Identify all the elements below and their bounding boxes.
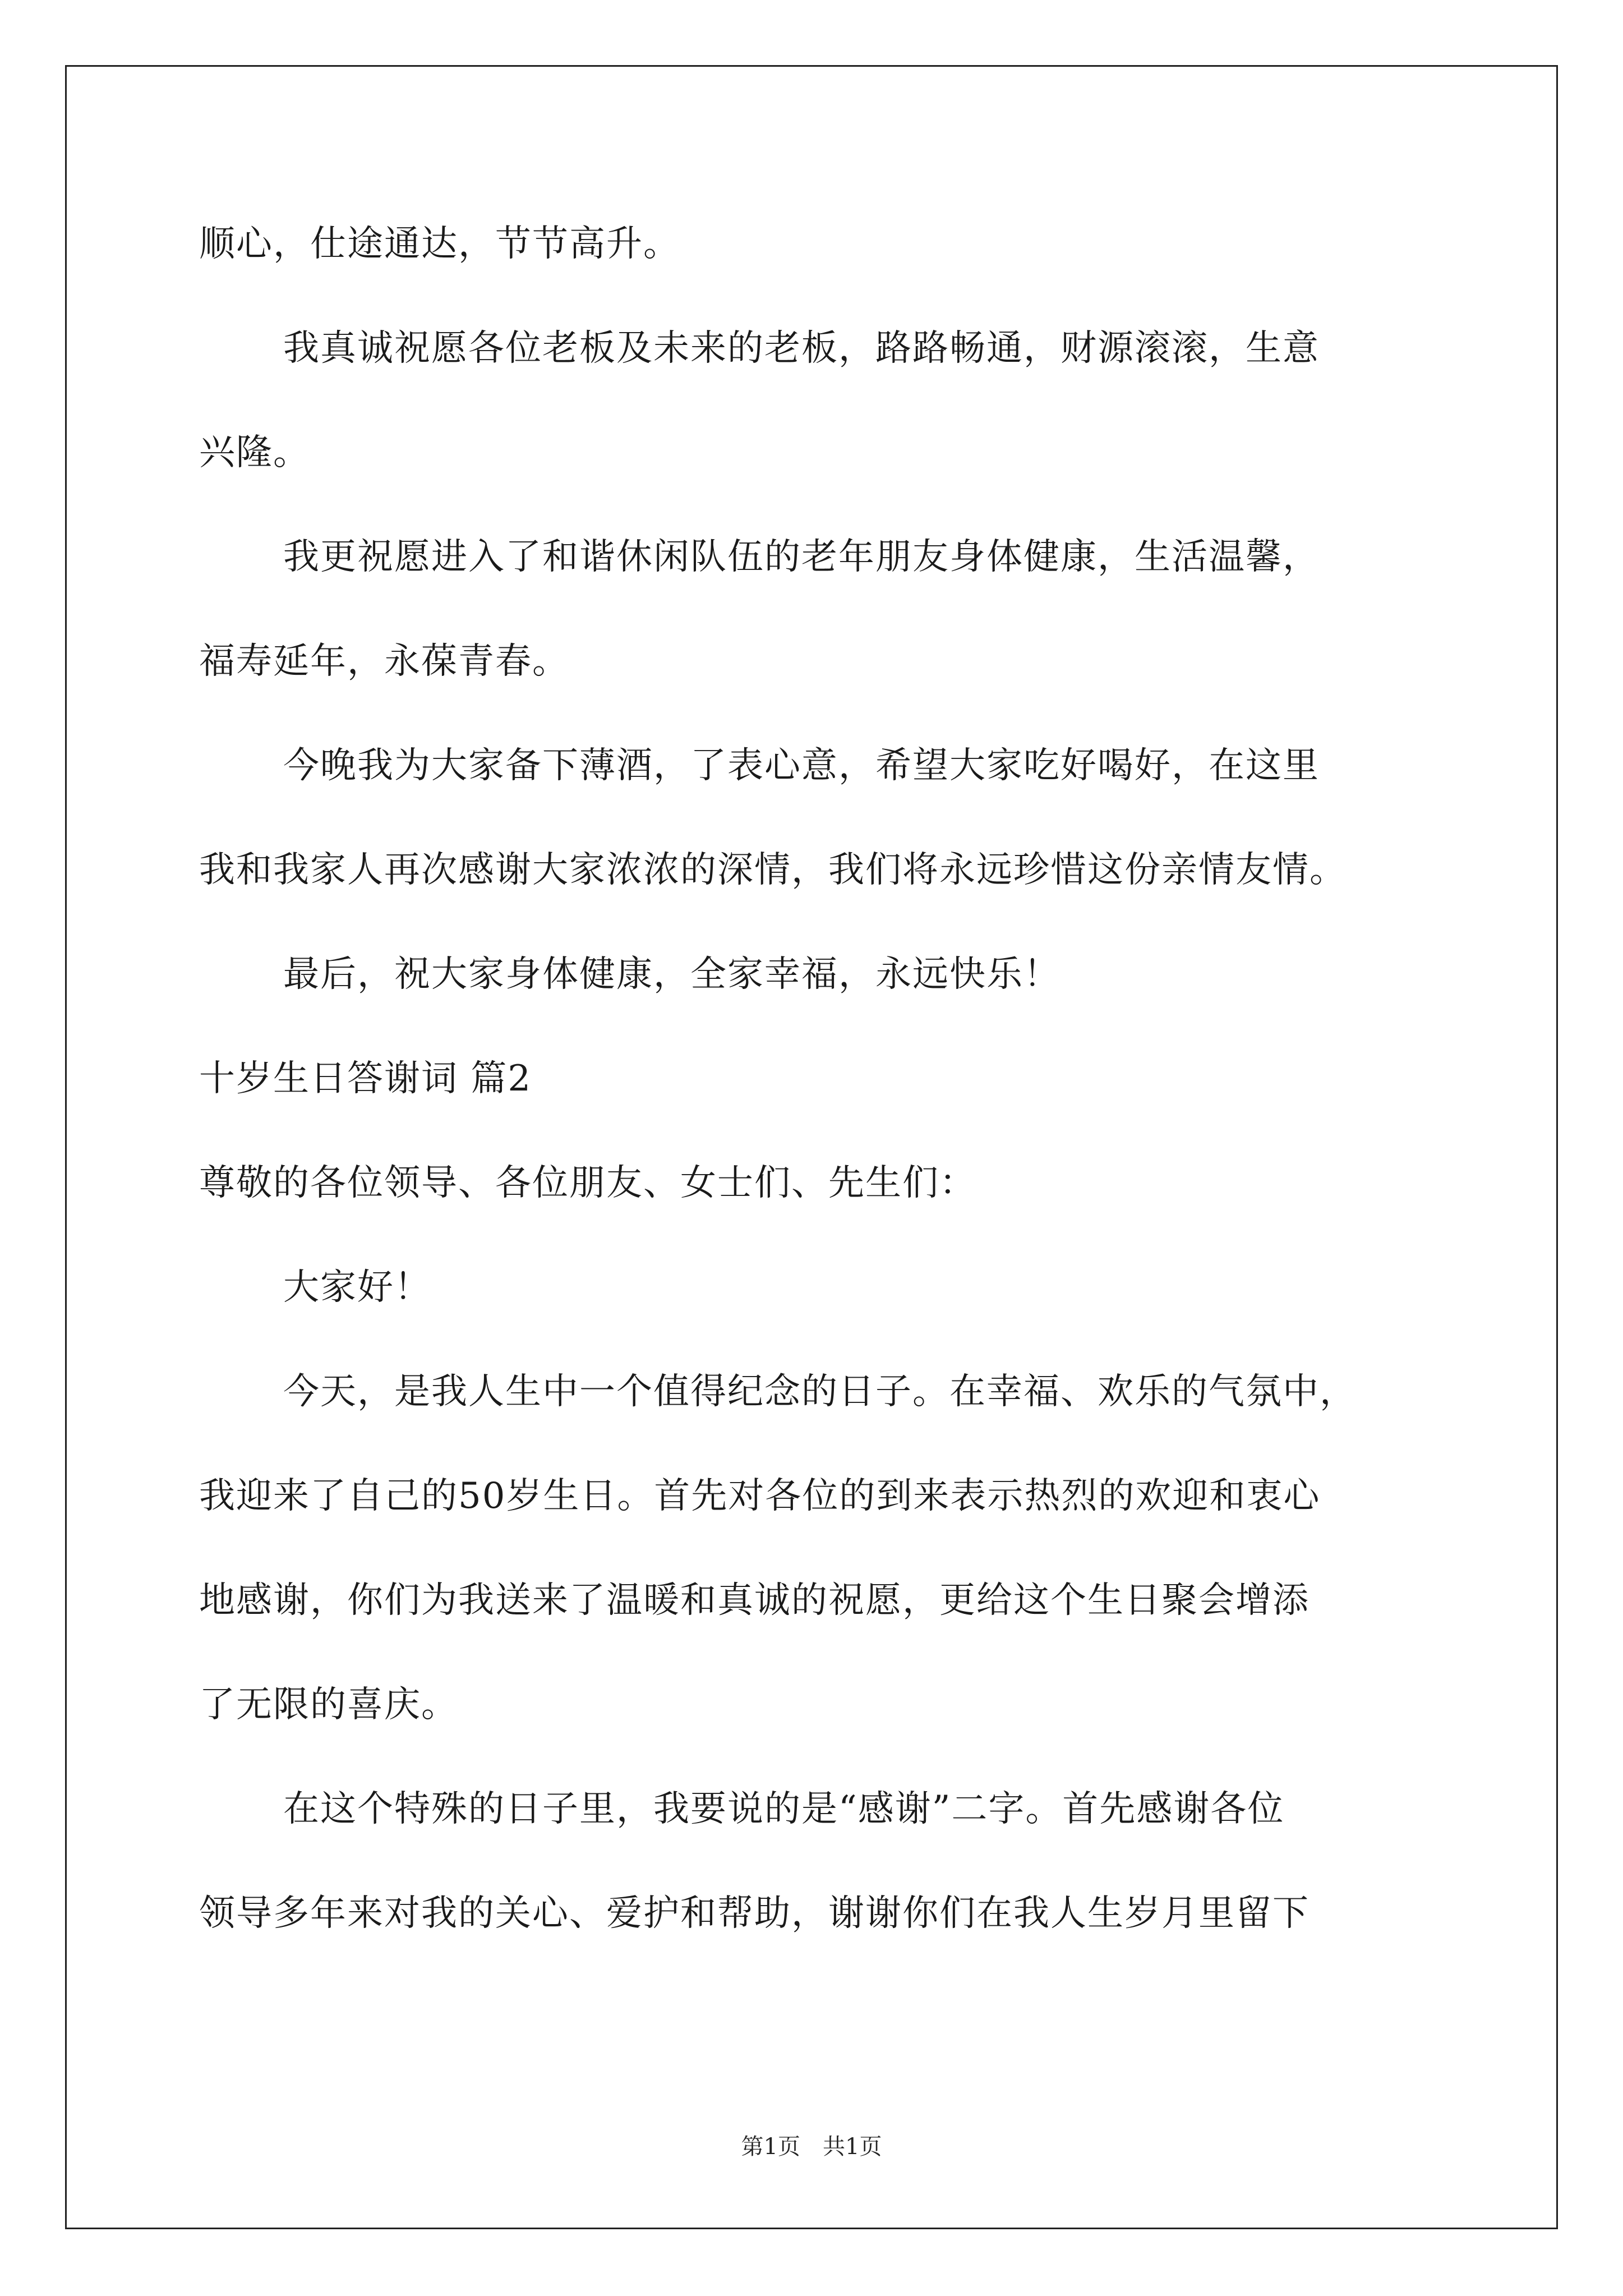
salutation: 尊敬的各位领导、各位朋友、女士们、先生们：: [199, 1162, 976, 1204]
text-line: 我和我家人再次感谢大家浓浓的深情，我们将永远珍惜这份亲情友情。: [199, 849, 1347, 891]
text-line: 我更祝愿进入了和谐休闲队伍的老年朋友身体健康，生活温馨，: [283, 536, 1320, 578]
text-line: 最后，祝大家身体健康，全家幸福，永远快乐！: [283, 954, 1061, 995]
text-line: 领导多年来对我的关心、爱护和帮助，谢谢你们在我人生岁月里留下: [199, 1893, 1310, 1934]
text-line: 福寿延年，永葆青春。: [199, 641, 569, 682]
greeting: 大家好！: [283, 1267, 431, 1308]
text-line: 今天，是我人生中一个值得纪念的日子。在幸福、欢乐的气氛中，: [283, 1371, 1357, 1412]
text-line: 我迎来了自己的50岁生日。首先对各位的到来表示热烈的欢迎和衷心: [199, 1475, 1321, 1517]
text-line: 了无限的喜庆。: [199, 1684, 458, 1726]
text-line: 兴隆。: [199, 432, 310, 473]
text-line: 今晚我为大家备下薄酒，了表心意，希望大家吃好喝好，在这里: [283, 745, 1320, 786]
page-footer: 第1页 共1页: [741, 2134, 882, 2160]
text-line: 我真诚祝愿各位老板及未来的老板，路路畅通，财源滚滚，生意: [283, 328, 1320, 369]
text-line: 地感谢，你们为我送来了温暖和真诚的祝愿，更给这个生日聚会增添: [199, 1580, 1310, 1621]
text-line: 在这个特殊的日子里，我要说的是“感谢”二字。首先感谢各位: [283, 1788, 1285, 1830]
section-heading: 十岁生日答谢词 篇2: [199, 1058, 532, 1099]
text-line: 顺心，仕途通达，节节高升。: [199, 223, 680, 265]
document-body: [199, 216, 1450, 1990]
